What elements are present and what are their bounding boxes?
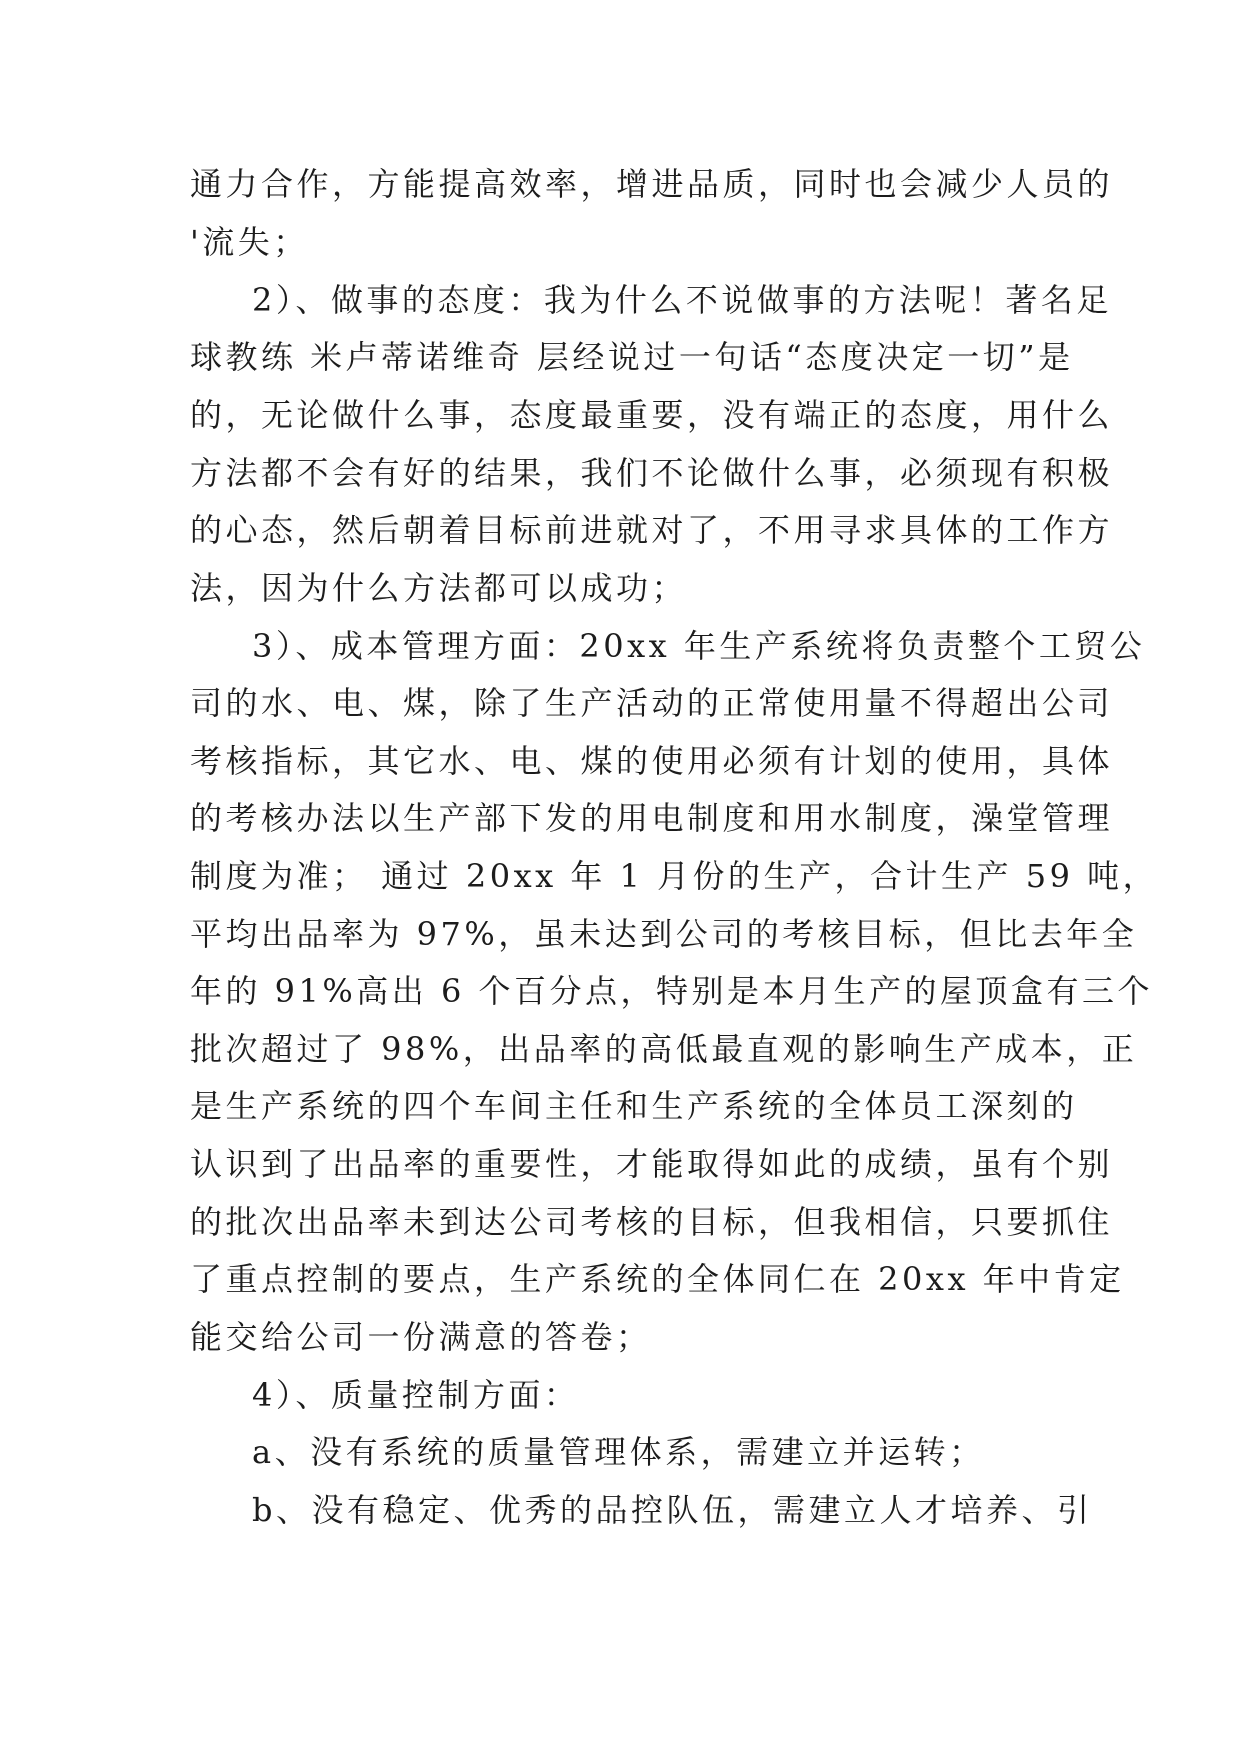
- text-line-24: b、没有稳定、优秀的品控队伍，需建立人才培养、引: [252, 1491, 1093, 1529]
- text-line-14: 平均出品率为 97%，虽未达到公司的考核目标，但比去年全: [190, 915, 1138, 953]
- text-line-21: 能交给公司一份满意的答卷；: [190, 1318, 652, 1356]
- text-line-19: 的批次出品率未到达公司考核的目标，但我相信，只要抓住: [190, 1203, 1114, 1241]
- text-line-11: 考核指标，其它水、电、煤的使用必须有计划的使用，具体: [190, 742, 1114, 780]
- text-line-8: 法，因为什么方法都可以成功；: [190, 569, 688, 607]
- text-line-1: 通力合作，方能提高效率，增进品质，同时也会减少人员的: [190, 165, 1114, 203]
- text-line-2: '流失；: [190, 223, 309, 261]
- text-line-5: 的，无论做什么事，态度最重要，没有端正的态度，用什么: [190, 396, 1114, 434]
- text-line-17: 是生产系统的四个车间主任和生产系统的全体员工深刻的: [190, 1087, 1078, 1125]
- text-line-20: 了重点控制的要点，生产系统的全体同仁在 20xx 年中肯定: [190, 1260, 1125, 1298]
- text-line-10: 司的水、电、煤，除了生产活动的正常使用量不得超出公司: [190, 684, 1114, 722]
- text-line-7: 的心态，然后朝着目标前进就对了，不用寻求具体的工作方: [190, 511, 1114, 549]
- text-line-9: 3）、成本管理方面：20xx 年生产系统将负责整个工贸公: [252, 627, 1146, 665]
- text-line-12: 的考核办法以生产部下发的用电制度和用水制度，澡堂管理: [190, 799, 1114, 837]
- text-line-13: 制度为准； 通过 20xx 年 1 月份的生产，合计生产 59 吨，: [190, 857, 1159, 895]
- text-line-6: 方法都不会有好的结果，我们不论做什么事，必须现有积极: [190, 454, 1114, 492]
- text-line-22: 4）、质量控制方面：: [252, 1376, 580, 1414]
- text-line-4: 球教练 米卢蒂诺维奇 层经说过一句话“态度决定一切”是: [190, 338, 1074, 376]
- text-line-23: a、没有系统的质量管理体系，需建立并运转；: [252, 1433, 985, 1471]
- text-line-18: 认识到了出品率的重要性，才能取得如此的成绩，虽有个别: [190, 1145, 1114, 1183]
- text-line-15: 年的 91%高出 6 个百分点，特别是本月生产的屋顶盒有三个: [190, 972, 1154, 1010]
- text-line-16: 批次超过了 98%，出品率的高低最直观的影响生产成本，正: [190, 1030, 1138, 1068]
- text-line-3: 2）、做事的态度：我为什么不说做事的方法呢！著名足: [252, 281, 1112, 319]
